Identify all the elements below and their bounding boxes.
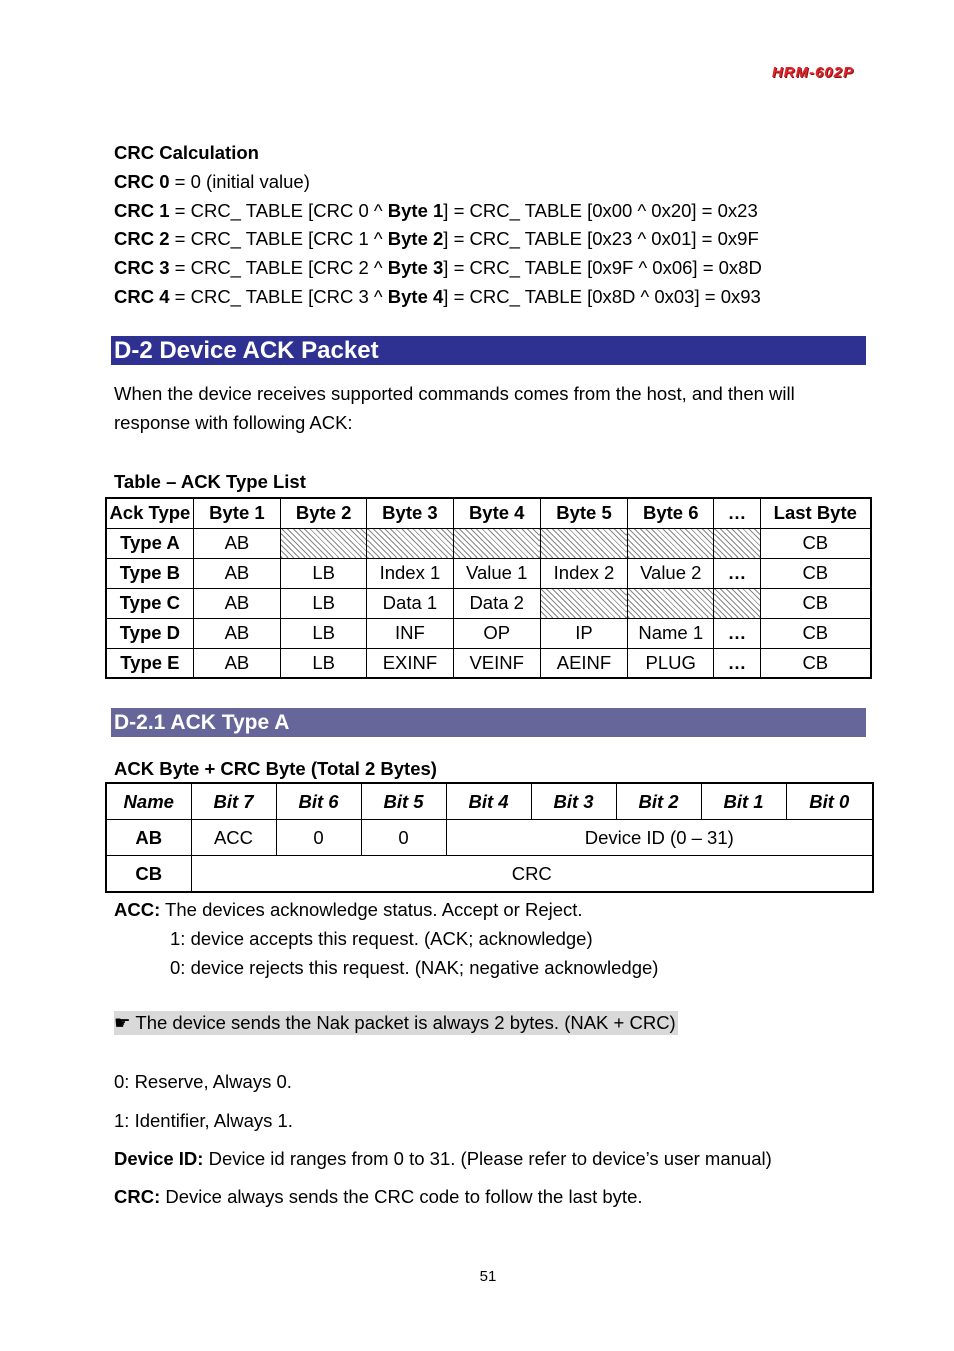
table-cell: Data 1 [367, 588, 453, 618]
table-cell: 0 [361, 820, 446, 856]
def-zero: 0: Reserve, Always 0. [114, 1071, 292, 1092]
hatched-cell [367, 528, 453, 558]
crc-text: = 0 (initial value) [169, 170, 310, 192]
crc-byte: Byte 4 [387, 285, 444, 307]
table-cell: Type D [106, 618, 193, 648]
note-text: The device sends the Nak packet is always 2 bytes. (NAK + CRC) [130, 1012, 676, 1033]
column-header: … [714, 498, 760, 528]
hatched-cell [540, 588, 627, 618]
def-label: Device ID: [114, 1148, 204, 1169]
table-cell: LB [281, 588, 367, 618]
crc-line-0 [114, 168, 762, 197]
crc-label: CRC 1 [114, 199, 170, 221]
crc-label: CRC 4 [114, 285, 170, 307]
table-cell: CB [760, 588, 871, 618]
crc-byte: Byte 2 [387, 228, 444, 250]
table-cell: Type C [106, 588, 193, 618]
table-row [106, 856, 873, 893]
table-cell: Device ID (0 – 31) [446, 820, 873, 856]
column-header: Bit 7 [191, 783, 276, 820]
column-header: Bit 5 [361, 783, 446, 820]
table-row [106, 528, 871, 558]
section-heading-d21: D-2.1 ACK Type A [111, 708, 866, 737]
d2-intro-line: response with following ACK: [114, 411, 353, 433]
column-header: Bit 6 [276, 783, 361, 820]
table-cell: AB [106, 820, 191, 856]
table-cell: IP [540, 618, 627, 648]
def-text: Device always sends the CRC code to follow the last byte. [160, 1186, 643, 1207]
table-cell: AB [193, 588, 280, 618]
table-cell: … [714, 558, 760, 588]
table-row [106, 820, 873, 856]
crc-calculation-block [114, 139, 762, 312]
section-heading-d2: D-2 Device ACK Packet [111, 336, 866, 365]
acc-line [114, 896, 658, 925]
column-header: Byte 3 [367, 498, 453, 528]
column-header: Bit 4 [446, 783, 531, 820]
table-cell: CB [760, 648, 871, 678]
table-cell: EXINF [367, 648, 453, 678]
table-cell: Type E [106, 648, 193, 678]
table-cell: … [714, 618, 760, 648]
table-cell: AEINF [540, 648, 627, 678]
crc-line-1 [114, 197, 762, 226]
table-cell: ACC [191, 820, 276, 856]
crc-text: = CRC_ TABLE [CRC 0 ^ [169, 199, 388, 221]
crc-byte: Byte 3 [387, 257, 444, 279]
column-header: Byte 5 [540, 498, 627, 528]
crc-line-2 [114, 225, 762, 254]
table-cell: LB [281, 558, 367, 588]
crc-line-3 [114, 254, 762, 283]
hatched-cell [540, 528, 627, 558]
table-header-row [106, 783, 873, 820]
column-header: Byte 2 [281, 498, 367, 528]
column-header: Byte 4 [453, 498, 540, 528]
column-header: Bit 1 [701, 783, 786, 820]
table-cell: OP [453, 618, 540, 648]
table-cell: CRC [191, 856, 873, 893]
table-cell: LB [281, 618, 367, 648]
table-cell: AB [193, 648, 280, 678]
hatched-cell [628, 528, 714, 558]
hatched-cell [281, 528, 367, 558]
table-row [106, 618, 871, 648]
crc-text: ] = CRC_ TABLE [0x00 ^ 0x20] = 0x23 [443, 199, 758, 221]
table-header-row [106, 498, 871, 528]
table-cell: PLUG [628, 648, 714, 678]
acc-option-0: 0: device rejects this request. (NAK; negative acknowledge) [170, 956, 659, 978]
table-cell: INF [367, 618, 453, 648]
crc-text: = CRC_ TABLE [CRC 2 ^ [169, 257, 388, 279]
def-text: Device id ranges from 0 to 31. (Please refer to device’s user manual) [203, 1148, 772, 1169]
table-cell: Index 1 [367, 558, 453, 588]
acc-description [114, 896, 658, 982]
table-cell: CB [760, 618, 871, 648]
table-cell: CB [106, 856, 191, 893]
table-row [106, 558, 871, 588]
table-row [106, 588, 871, 618]
ack-table-caption: Table – ACK Type List [114, 471, 306, 492]
table-row [106, 648, 871, 678]
table-cell: VEINF [453, 648, 540, 678]
column-header: Bit 2 [616, 783, 701, 820]
table-cell: Index 2 [540, 558, 627, 588]
table-cell: Value 1 [453, 558, 540, 588]
crc-text: = CRC_ TABLE [CRC 1 ^ [169, 228, 388, 250]
crc-byte: Byte 1 [387, 199, 444, 221]
def-label: CRC: [114, 1186, 161, 1207]
table-cell: AB [193, 558, 280, 588]
column-header: Last Byte [760, 498, 871, 528]
column-header: Name [106, 783, 191, 820]
table-cell: CB [760, 528, 871, 558]
hatched-cell [453, 528, 540, 558]
table-cell: AB [193, 618, 280, 648]
column-header: Bit 3 [531, 783, 616, 820]
table-cell: 0 [276, 820, 361, 856]
crc-text: = CRC_ TABLE [CRC 3 ^ [169, 285, 388, 307]
crc-text: ] = CRC_ TABLE [0x9F ^ 0x06] = 0x8D [443, 257, 762, 279]
def-crc [114, 1183, 643, 1212]
column-header: Ack Type [106, 498, 193, 528]
nak-note [114, 1011, 678, 1035]
crc-text: ] = CRC_ TABLE [0x8D ^ 0x03] = 0x93 [443, 285, 761, 307]
hatched-cell [714, 528, 760, 558]
crc-text: ] = CRC_ TABLE [0x23 ^ 0x01] = 0x9F [443, 228, 759, 250]
column-header: Byte 1 [193, 498, 280, 528]
d2-intro [114, 380, 795, 438]
table-cell: Type A [106, 528, 193, 558]
page-number: 51 [479, 1268, 497, 1285]
ack-type-a-bits-table [105, 782, 874, 893]
def-device-id [114, 1145, 772, 1174]
column-header: Byte 6 [628, 498, 714, 528]
hatched-cell [628, 588, 714, 618]
crc-label: CRC 0 [114, 170, 170, 192]
def-one: 1: Identifier, Always 1. [114, 1110, 293, 1131]
pointing-hand-icon: ☛ [114, 1012, 131, 1033]
table-cell: Value 2 [628, 558, 714, 588]
crc-label: CRC 2 [114, 228, 170, 250]
column-header: Bit 0 [786, 783, 873, 820]
header-brand: HRM-602P [771, 64, 854, 81]
hatched-cell [714, 588, 760, 618]
bits-table-caption: ACK Byte + CRC Byte (Total 2 Bytes) [114, 758, 437, 779]
acc-option-1: 1: device accepts this request. (ACK; acknowledge) [170, 927, 593, 949]
crc-line-4 [114, 283, 762, 312]
crc-title: CRC Calculation [114, 142, 259, 163]
table-cell: Type B [106, 558, 193, 588]
table-cell: Name 1 [628, 618, 714, 648]
acc-label: ACC: [114, 899, 161, 920]
table-cell: Data 2 [453, 588, 540, 618]
table-cell: … [714, 648, 760, 678]
table-cell: AB [193, 528, 280, 558]
table-cell: CB [760, 558, 871, 588]
ack-type-table [105, 497, 872, 679]
table-cell: LB [281, 648, 367, 678]
crc-label: CRC 3 [114, 257, 170, 279]
acc-text: The devices acknowledge status. Accept or Reject. [160, 899, 583, 920]
d2-intro-line: When the device receives supported commands comes from the host, and then will [114, 383, 795, 404]
